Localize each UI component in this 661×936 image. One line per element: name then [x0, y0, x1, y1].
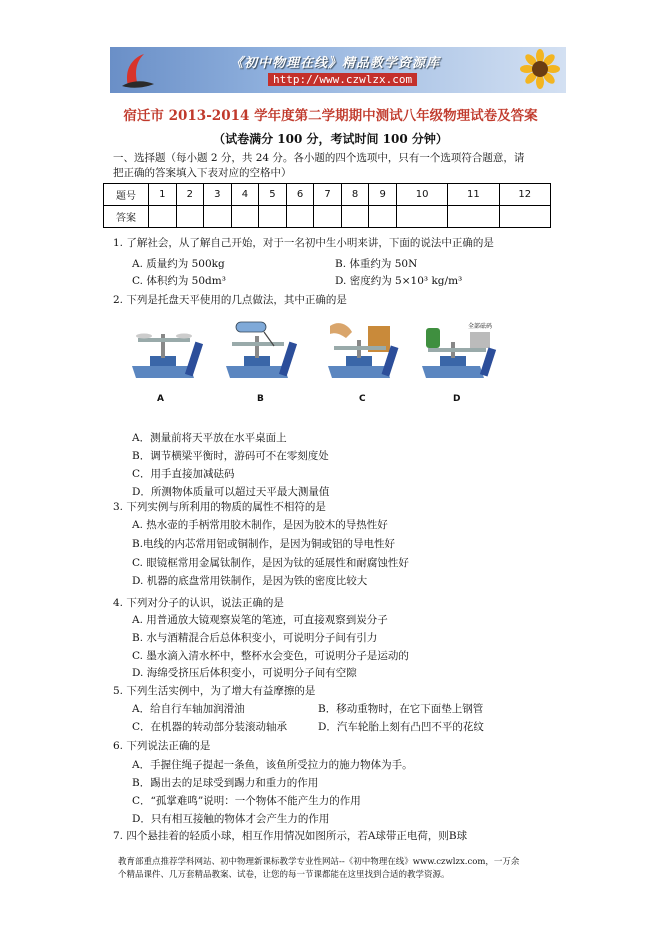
- answer-cell[interactable]: [396, 206, 447, 228]
- table-header-cell: 答案: [104, 206, 149, 228]
- question-2-option-c: C．用手直接加减砝码: [132, 468, 235, 480]
- question-number-cell: 8: [341, 184, 369, 206]
- balance-figure-b: [224, 320, 300, 384]
- question-3-option-b: B.电线的内芯常用铝或铜制作，是因为铜或铝的导电性好: [132, 538, 396, 550]
- question-1-option-a: A. 质量约为 500kg: [132, 258, 225, 270]
- question-4-option-c: C. 墨水滴入清水杯中，整杯水会变色，可说明分子是运动的: [132, 650, 409, 662]
- question-6-option-c: C．“孤掌难鸣”说明：一个物体不能产生力的作用: [132, 795, 361, 807]
- question-2-stem: 2. 下列是托盘天平使用的几点做法，其中正确的是: [113, 294, 347, 306]
- section-instructions: 一、选择题（每小题 2 分，共 24 分。各小题的四个选项中，只有一个选项符合题意，请: [113, 152, 525, 164]
- footer-line-2: 个精品课件、几万套精品教案、试卷，让您的每一节课都能在这里找到合适的教学资源。: [118, 870, 450, 880]
- question-5-option-c: C．在机器的转动部分装滚动轴承: [132, 721, 288, 733]
- balance-figure-c: [326, 320, 402, 384]
- question-number-cell: 7: [314, 184, 342, 206]
- figure-label-d: D: [453, 394, 461, 404]
- question-4-option-a: A. 用普通放大镜观察炭笔的笔迹，可直接观察到炭分子: [132, 614, 388, 626]
- question-2-option-b: B．调节横梁平衡时，游码可不在零刻度处: [132, 450, 329, 462]
- table-row: [104, 206, 551, 228]
- answer-cell[interactable]: [341, 206, 369, 228]
- question-1-option-b: B. 体重约为 50N: [335, 258, 418, 270]
- figure-label-c: C: [359, 394, 366, 404]
- question-number-cell: 1: [149, 184, 177, 206]
- question-7-stem: 7. 四个悬挂着的轻质小球，相互作用情况如图所示，若A球带正电荷，则B球: [113, 830, 468, 842]
- answer-cell[interactable]: [176, 206, 204, 228]
- table-row: [104, 184, 551, 206]
- question-number-cell: 10: [396, 184, 447, 206]
- banner-url: http://www.czwlzx.com: [268, 73, 417, 86]
- question-number-cell: 4: [231, 184, 259, 206]
- answer-cell[interactable]: [286, 206, 314, 228]
- figure-label-b: B: [257, 394, 264, 404]
- section-instructions-cont: 把正确的答案填入下表对应的空格中）: [113, 167, 292, 179]
- footer-line-1: 教育部重点推荐学科网站、初中物理新课标教学专业性网站--《初中物理在线》www.czwlzx.com，一万余: [118, 857, 520, 867]
- question-4-option-b: B. 水与酒精混合后总体积变小，可说明分子间有引力: [132, 632, 378, 644]
- question-6-option-a: A．手握住绳子提起一条鱼，该鱼所受拉力的施力物体为手。: [132, 759, 413, 771]
- question-6-stem: 6. 下列说法正确的是: [113, 740, 211, 752]
- question-number-cell: 5: [259, 184, 287, 206]
- page-footer: [118, 856, 578, 882]
- answer-cell[interactable]: [204, 206, 232, 228]
- answer-cell[interactable]: [448, 206, 499, 228]
- question-5-option-a: A．给自行车轴加润滑油: [132, 703, 245, 715]
- question-4-stem: 4. 下列对分子的认识，说法正确的是: [113, 597, 284, 609]
- site-logo-icon: [114, 50, 158, 90]
- question-4-option-d: D. 海绵受挤压后体积变小，可说明分子间有空隙: [132, 667, 357, 679]
- answer-cell[interactable]: [231, 206, 259, 228]
- question-number-cell: 6: [286, 184, 314, 206]
- question-1-stem: 1. 了解社会，从了解自己开始，对于一名初中生小明来讲，下面的说法中正确的是: [113, 237, 494, 249]
- question-5-stem: 5. 下列生活实例中，为了增大有益摩擦的是: [113, 685, 316, 697]
- page-subtitle: （试卷满分 100 分，考试时间 100 分钟）: [213, 132, 448, 146]
- question-number-cell: 12: [499, 184, 550, 206]
- answer-cell[interactable]: [149, 206, 177, 228]
- question-2-option-d: D．所测物体质量可以超过天平最大测量值: [132, 486, 330, 498]
- answer-cell[interactable]: [314, 206, 342, 228]
- answer-table: [103, 183, 551, 228]
- question-number-cell: 9: [369, 184, 397, 206]
- balance-figure-d: [420, 320, 506, 384]
- question-3-option-d: D. 机器的底盘常用铁制作，是因为铁的密度比较大: [132, 575, 368, 587]
- question-3-option-a: A. 热水壶的手柄常用胶木制作，是因为胶木的导热性好: [132, 519, 388, 531]
- question-3-option-c: C. 眼镜框常用金属钛制作，是因为钛的延展性和耐腐蚀性好: [132, 557, 409, 569]
- question-6-option-d: D．只有相互接触的物体才会产生力的作用: [132, 813, 330, 825]
- sunflower-icon: [520, 49, 560, 89]
- question-2-option-a: A．测量前将天平放在水平桌面上: [132, 432, 287, 444]
- question-5-option-b: B．移动重物时，在它下面垫上钢管: [318, 703, 484, 715]
- figure-label-a: A: [157, 394, 164, 404]
- table-header-cell: 题号: [104, 184, 149, 206]
- page-title: 宿迁市 2013-2014 学年度第二学期期中测试八年级物理试卷及答案: [123, 108, 538, 124]
- answer-cell[interactable]: [259, 206, 287, 228]
- question-number-cell: 11: [448, 184, 499, 206]
- figure-d-weights-label: 全部砝码: [468, 323, 493, 330]
- question-3-stem: 3. 下列实例与所利用的物质的属性不相符的是: [113, 501, 326, 513]
- question-1-option-d: D. 密度约为 5×10³ kg/m³: [335, 275, 463, 287]
- banner-title: 《初中物理在线》精品教学资源库: [230, 56, 441, 71]
- question-6-option-b: B．踢出去的足球受到踢力和重力的作用: [132, 777, 319, 789]
- question-1-option-c: C. 体积约为 50dm³: [132, 275, 226, 287]
- question-5-option-d: D．汽车轮胎上刻有凸凹不平的花纹: [318, 721, 484, 733]
- balance-figure-a: [130, 320, 206, 384]
- answer-cell[interactable]: [499, 206, 550, 228]
- question-number-cell: 3: [204, 184, 232, 206]
- answer-cell[interactable]: [369, 206, 397, 228]
- header-banner: [110, 47, 566, 93]
- question-number-cell: 2: [176, 184, 204, 206]
